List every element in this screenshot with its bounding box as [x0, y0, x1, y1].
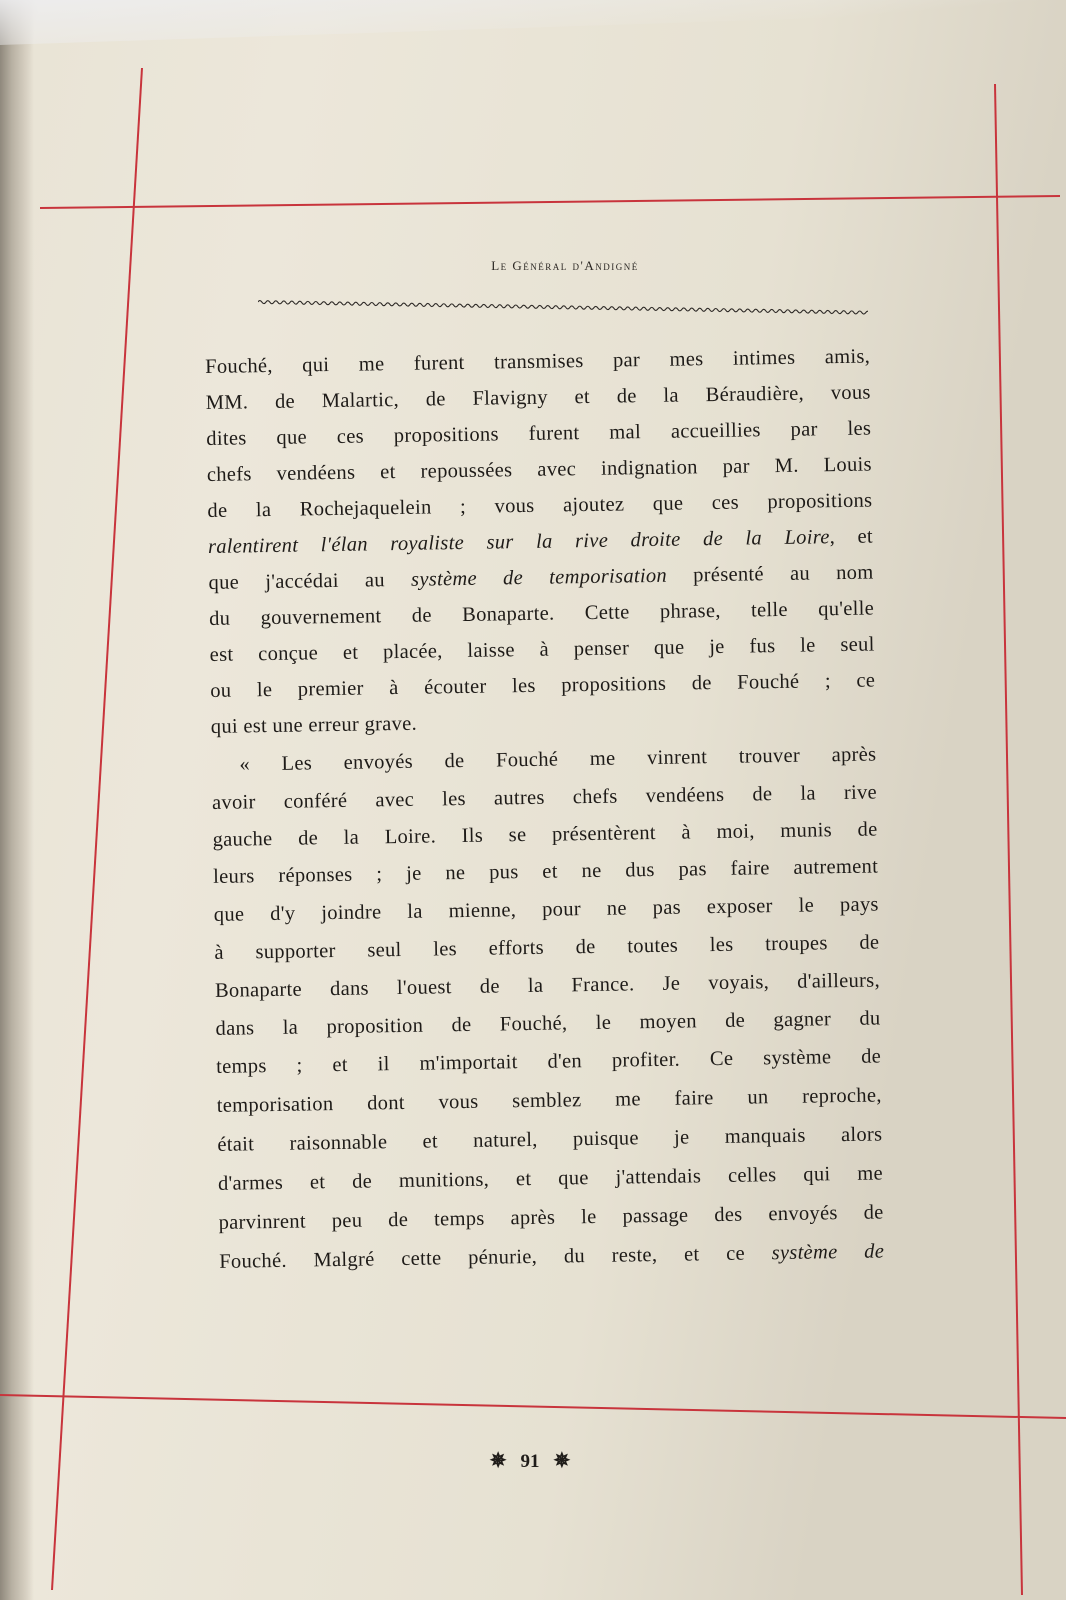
text-line: dans la proposition de Fouché, le moyen de gagner du	[215, 1007, 881, 1040]
text-line: gauche de la Loire. Ils se présentèrent à moi, munis de	[212, 818, 878, 851]
wavy-rule-ornament	[258, 295, 868, 325]
bottom-rule	[0, 1395, 1066, 1418]
text-line: Fouché. Malgré cette pénurie, du reste, et ce système de	[219, 1240, 885, 1273]
text-line: du gouvernement de Bonaparte. Cette phrase, telle qu'elle	[208, 597, 875, 630]
page-footer	[460, 1448, 600, 1473]
text-line: ralentirent l'élan royaliste sur la rive droite de la Loire, et	[207, 525, 874, 558]
text-line: est conçue et placée, laisse à penser que je fus le seul	[209, 633, 875, 666]
text-line: chefs vendéens et repoussées avec indignation par M. Louis	[206, 453, 872, 486]
text-line: Fouché, qui me furent transmises par mes intimes amis,	[205, 345, 871, 378]
text-line: à supporter seul les efforts de toutes les troupes de	[214, 931, 880, 964]
text-line: temporisation dont vous semblez me faire un reproche,	[216, 1084, 882, 1117]
text-line: que d'y joindre la mienne, pour ne pas exposer le pays	[213, 893, 879, 926]
text-line: que j'accédai au système de temporisation présenté au nom	[208, 561, 874, 594]
top-rule	[40, 196, 1060, 208]
italic-phrase: ralentirent l'élan royaliste sur la rive droite de la Loire	[207, 526, 830, 558]
right-rule	[995, 84, 1022, 1595]
text-line: MM. de Malartic, de Flavigny et de la Béraudière, vous	[205, 381, 871, 414]
italic-phrase: système de	[771, 1240, 885, 1265]
italic-phrase: système de temporisation	[410, 564, 668, 591]
text-line: d'armes et de munitions, et que j'attendais celles qui me	[217, 1162, 884, 1195]
running-head: Le Général d'Andigné	[491, 258, 639, 273]
text-line: qui est une erreur grave.	[210, 712, 418, 738]
text-line: de la Rochejaquelein ; vous ajoutez que ces propositions	[207, 489, 873, 522]
text-line: parvinrent peu de temps après le passage des envoyés de	[218, 1201, 884, 1234]
ornament-right-icon: ✵	[553, 1450, 571, 1472]
text-line: temps ; et il m'importait d'en profiter. Ce système de	[216, 1045, 882, 1078]
text-line: Bonaparte dans l'ouest de la France. Je voyais, d'ailleurs,	[214, 969, 881, 1002]
text-line: « Les envoyés de Fouché me vinrent trouver après	[239, 743, 877, 776]
text-line: ou le premier à écouter les propositions de Fouché ; ce	[210, 669, 876, 702]
text-line: dites que ces propositions furent mal accueillies par les	[206, 417, 872, 450]
ornament-left-icon: ✵	[489, 1450, 507, 1472]
page-number: 91	[520, 1451, 540, 1472]
left-rule	[52, 68, 142, 1590]
text-line: leurs réponses ; je ne pus et ne dus pas faire autrement	[213, 855, 879, 888]
text-line: était raisonnable et naturel, puisque je manquais alors	[217, 1123, 883, 1156]
text-line: avoir conféré avec les autres chefs vendéens de la rive	[211, 781, 878, 814]
